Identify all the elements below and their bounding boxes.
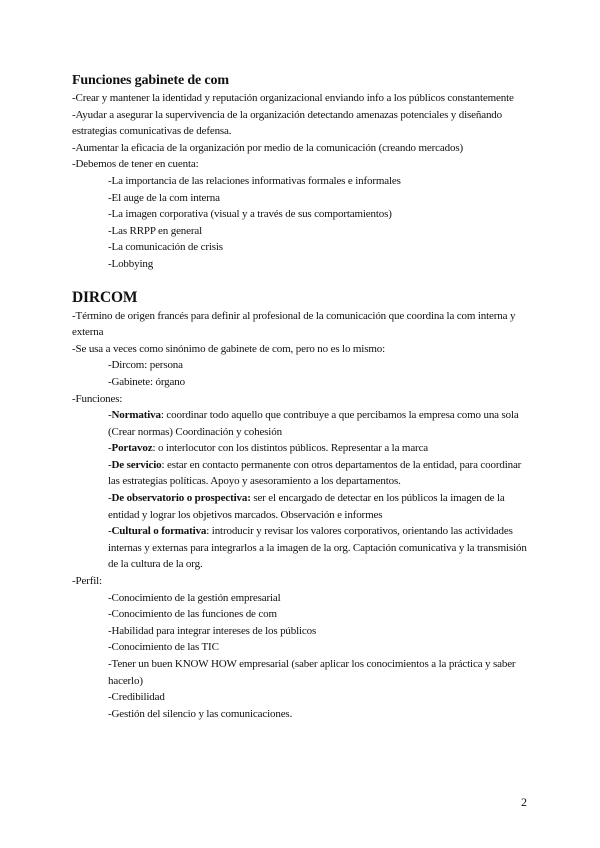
paragraph: -Debemos de tener en cuenta: [72, 158, 199, 171]
function-description: : o interlocutor con los distintos públicos. Representar a la marca [152, 442, 429, 455]
function-item [108, 440, 530, 457]
page-number: 2 [521, 795, 527, 809]
functions-label: -Funciones: [72, 392, 123, 405]
profile-list [72, 590, 530, 723]
list-item: -Tener un buen KNOW HOW empresarial (saber aplicar los conocimientos a la práctica y saber hacerlo) [108, 658, 516, 687]
function-name: De servicio [111, 458, 162, 471]
section-title-dircom: DIRCOM [72, 288, 138, 306]
section-title-gabinete: Funciones gabinete de com [72, 73, 229, 88]
function-name: Cultural o formativa [111, 525, 207, 538]
list-item: -La imagen corporativa (visual y a través de sus comportamientos) [108, 208, 392, 221]
list-item: -Conocimiento de la gestión empresarial [108, 591, 281, 604]
paragraph: -Término de origen francés para definir al profesional de la comunicación que coordina la com interna y externa [72, 309, 516, 339]
list-item: -Conocimiento de las funciones de com [108, 608, 277, 621]
function-item [108, 523, 530, 573]
function-prefix: - [108, 492, 112, 505]
function-item [108, 407, 530, 440]
list-item: -Lobbying [108, 257, 154, 270]
list-item: -Conocimiento de las TIC [108, 641, 219, 654]
list-item: -Las RRPP en general [108, 224, 203, 237]
considerations-list [72, 173, 530, 273]
functions-list [72, 407, 530, 573]
function-prefix: - [108, 458, 112, 471]
function-prefix: - [108, 525, 112, 538]
function-description: ser el encargado de detectar en los públicos la imagen de la entidad y lograr los objetivos marcados. Observación e informes [108, 492, 505, 521]
function-name: De observatorio o prospectiva: [111, 492, 251, 505]
function-name: Normativa [111, 409, 161, 422]
list-item: -Gestión del silencio y las comunicaciones. [108, 707, 293, 720]
paragraph: -Aumentar la eficacia de la organización por medio de la comunicación (creando mercados) [72, 141, 463, 154]
list-item: -Credibilidad [108, 691, 165, 704]
paragraph: -Ayudar a asegurar la supervivencia de la organización detectando amenazas potenciales y diseñando estrategias comunicativas de defensa. [72, 108, 503, 138]
function-item [108, 457, 530, 490]
function-prefix: - [108, 442, 112, 455]
function-description: : coordinar todo aquello que contribuye a que percibamos la empresa como una sola (Crear normas) Coordinación y cohesión [108, 409, 519, 438]
list-item: -La comunicación de crisis [108, 241, 223, 254]
list-item: -El auge de la com interna [108, 191, 220, 204]
paragraph: -Crear y mantener la identidad y reputación organizacional enviando info a los públicos constantemente [72, 92, 514, 104]
function-item [108, 490, 530, 523]
synonym-list [72, 357, 530, 390]
page-content [72, 72, 530, 722]
function-description: : estar en contacto permanente con otros departamentos de la entidad, para coordinar las estrategias políticas. Apoyo y asesoramiento a los departamentos. [108, 458, 522, 488]
function-name: Portavoz [111, 442, 153, 455]
function-prefix: - [108, 409, 112, 422]
paragraph: -Se usa a veces como sinónimo de gabinete de com, pero no es lo mismo: [72, 342, 386, 355]
list-item: -Dircom: persona [108, 359, 183, 372]
function-description: : introducir y revisar los valores corporativos, orientando las actividades internas y externas para integrarlos a la imagen de la org. Captación comunicativa y la transmisión de la cultura de la org. [108, 525, 527, 571]
list-item: -Gabinete: órgano [108, 375, 185, 388]
list-item: -Habilidad para integrar intereses de los públicos [108, 624, 317, 637]
list-item: -La importancia de las relaciones informativas formales e informales [108, 174, 401, 187]
profile-label: -Perfil: [72, 575, 102, 588]
